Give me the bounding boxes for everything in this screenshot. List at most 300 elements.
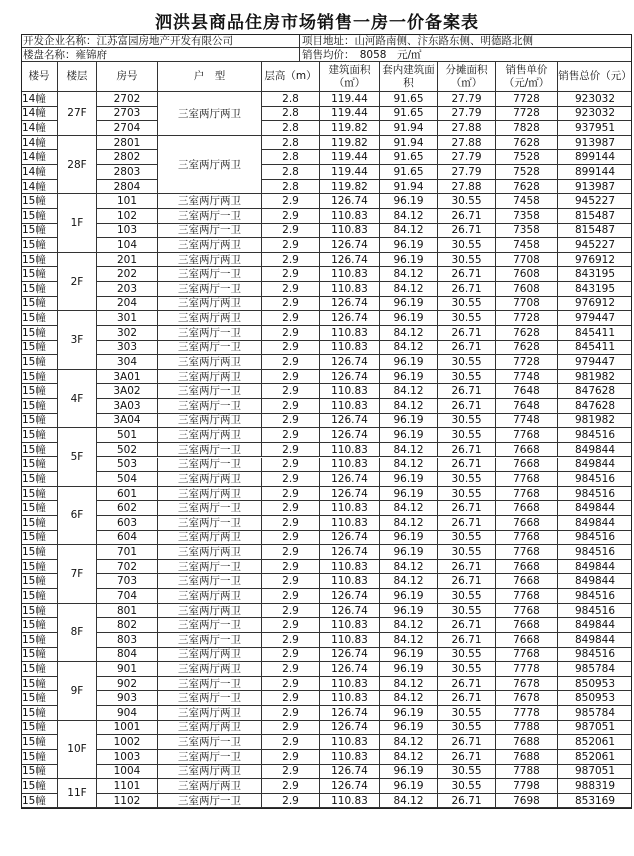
total-price-cell: 852061 (557, 735, 632, 749)
shared-area-cell: 30.55 (437, 472, 495, 486)
shared-area-cell: 26.71 (437, 267, 495, 281)
unit-price-cell: 7778 (495, 706, 557, 720)
height-cell: 2.9 (261, 516, 319, 530)
table-row (21, 384, 632, 399)
unit-price-cell: 7668 (495, 618, 557, 632)
total-price-cell: 843195 (557, 282, 632, 296)
building-cell: 15幢 (22, 589, 46, 602)
gross-area-cell: 110.83 (319, 516, 379, 530)
shared-area-cell: 26.71 (437, 750, 495, 764)
shared-area-cell: 26.71 (437, 384, 495, 398)
gross-area-cell: 110.83 (319, 384, 379, 398)
building-cell: 15幢 (22, 516, 46, 529)
unit-type-cell: 三室两厅两卫 (157, 706, 261, 720)
floor-cell: 27F (57, 92, 97, 136)
table-row (21, 282, 632, 297)
room-cell: 202 (96, 267, 157, 281)
total-price-cell: 945227 (557, 238, 632, 252)
unit-price-cell: 7458 (495, 194, 557, 208)
total-price-cell: 853169 (557, 794, 632, 808)
inner-area-cell: 91.94 (379, 121, 437, 135)
gross-area-cell: 110.83 (319, 443, 379, 457)
floor-cell: 8F (57, 604, 97, 662)
room-cell: 101 (96, 194, 157, 208)
unit-price-cell: 7768 (495, 648, 557, 662)
building-cell: 15幢 (22, 239, 46, 251)
inner-area-cell: 84.12 (379, 326, 437, 340)
room-cell: 1002 (96, 735, 157, 749)
unit-type-cell: 三室两厅一卫 (157, 633, 261, 647)
unit-price-cell: 7608 (495, 267, 557, 281)
building-cell: 15幢 (22, 721, 46, 734)
column-header: 层高（m） (261, 62, 319, 91)
gross-area-cell: 110.83 (319, 282, 379, 296)
unit-type-cell: 三室两厅两卫 (157, 662, 261, 676)
unit-price-cell: 7788 (495, 721, 557, 735)
info-left: 开发企业名称：江苏富园房地产开发有限公司 (23, 34, 233, 47)
table-row (21, 648, 632, 663)
column-header: 销售总价（元） (557, 62, 632, 91)
room-cell: 702 (96, 560, 157, 574)
table-row (21, 458, 632, 473)
unit-type-cell: 三室两厅两卫 (157, 779, 261, 793)
room-cell: 602 (96, 501, 157, 515)
room-cell: 804 (96, 648, 157, 662)
building-cell: 15幢 (22, 341, 46, 354)
unit-type-cell: 三室两厅两卫 (157, 355, 261, 369)
gross-area-cell: 119.44 (319, 107, 379, 121)
height-cell: 2.8 (261, 165, 319, 179)
gross-area-cell: 126.74 (319, 370, 379, 384)
column-header: 套内建筑面积 (379, 62, 437, 91)
height-cell: 2.8 (261, 180, 319, 194)
unit-price-cell: 7668 (495, 574, 557, 588)
total-price-cell: 815487 (557, 209, 632, 223)
total-price-cell: 849844 (557, 633, 632, 647)
unit-price-cell: 7668 (495, 501, 557, 515)
unit-type-cell: 三室两厅一卫 (157, 384, 261, 398)
total-price-cell: 815487 (557, 224, 632, 238)
inner-area-cell: 96.19 (379, 194, 437, 208)
room-cell: 1102 (96, 794, 157, 808)
unit-type-cell: 三室两厅一卫 (157, 794, 261, 808)
height-cell: 2.9 (261, 765, 319, 779)
shared-area-cell: 26.71 (437, 516, 495, 530)
inner-area-cell: 84.12 (379, 443, 437, 457)
unit-price-cell: 7608 (495, 282, 557, 296)
room-cell: 104 (96, 238, 157, 252)
room-cell: 301 (96, 311, 157, 325)
inner-area-cell: 84.12 (379, 560, 437, 574)
unit-type-cell: 三室两厅一卫 (157, 735, 261, 749)
inner-area-cell: 91.65 (379, 107, 437, 121)
total-price-cell: 984516 (557, 604, 632, 618)
shared-area-cell: 30.55 (437, 648, 495, 662)
inner-area-cell: 84.12 (379, 384, 437, 398)
inner-area-cell: 84.12 (379, 618, 437, 632)
unit-price-cell: 7668 (495, 516, 557, 530)
shared-area-cell: 30.55 (437, 238, 495, 252)
unit-type-cell: 三室两厅一卫 (157, 282, 261, 296)
building-cell: 15幢 (22, 224, 46, 237)
building-cell: 15幢 (22, 443, 46, 456)
room-cell: 902 (96, 677, 157, 691)
total-price-cell: 988319 (557, 779, 632, 793)
column-header: 分摊面积（㎡） (437, 62, 495, 91)
table-row (21, 107, 632, 122)
gross-area-cell: 126.74 (319, 428, 379, 442)
height-cell: 2.9 (261, 618, 319, 632)
unit-type-merged-cell: 三室两厅两卫 (157, 92, 262, 136)
room-cell: 501 (96, 428, 157, 442)
inner-area-cell: 96.19 (379, 355, 437, 369)
height-cell: 2.9 (261, 501, 319, 515)
height-cell: 2.9 (261, 589, 319, 603)
unit-type-cell: 三室两厅两卫 (157, 297, 261, 311)
table-row (21, 267, 632, 282)
building-cell: 15幢 (22, 502, 46, 515)
gross-area-cell: 126.74 (319, 662, 379, 676)
unit-type-cell: 三室两厅一卫 (157, 618, 261, 632)
unit-price-cell: 7748 (495, 370, 557, 384)
height-cell: 2.9 (261, 326, 319, 340)
total-price-cell: 899144 (557, 165, 632, 179)
table-row (21, 633, 632, 648)
inner-area-cell: 91.65 (379, 92, 437, 106)
building-cell: 15幢 (22, 282, 46, 295)
gross-area-cell: 126.74 (319, 779, 379, 793)
table-row (21, 560, 632, 575)
height-cell: 2.9 (261, 487, 319, 501)
room-cell: 504 (96, 472, 157, 486)
gross-area-cell: 126.74 (319, 487, 379, 501)
height-cell: 2.9 (261, 209, 319, 223)
building-cell: 14幢 (22, 122, 46, 135)
table-row (21, 677, 632, 692)
unit-price-cell: 7678 (495, 691, 557, 705)
total-price-cell: 937951 (557, 121, 632, 135)
column-header: 楼层 (57, 62, 96, 91)
total-price-cell: 845411 (557, 326, 632, 340)
room-cell: 2803 (96, 165, 157, 179)
table-row (21, 618, 632, 633)
table-row (21, 765, 632, 780)
unit-price-cell: 7788 (495, 765, 557, 779)
inner-area-cell: 84.12 (379, 209, 437, 223)
height-cell: 2.9 (261, 735, 319, 749)
gross-area-cell: 110.83 (319, 267, 379, 281)
building-cell: 15幢 (22, 297, 46, 310)
height-cell: 2.9 (261, 721, 319, 735)
inner-area-cell: 84.12 (379, 399, 437, 413)
height-cell: 2.9 (261, 297, 319, 311)
shared-area-cell: 30.55 (437, 194, 495, 208)
shared-area-cell: 26.71 (437, 691, 495, 705)
inner-area-cell: 84.12 (379, 794, 437, 808)
height-cell: 2.9 (261, 399, 319, 413)
inner-area-cell: 96.19 (379, 297, 437, 311)
room-cell: 604 (96, 531, 157, 545)
unit-type-cell: 三室两厅一卫 (157, 458, 261, 472)
sales-table (21, 34, 632, 840)
unit-type-merged-cell: 三室两厅两卫 (157, 136, 262, 194)
table-row (21, 589, 632, 604)
unit-price-cell: 7778 (495, 662, 557, 676)
info-left: 楼盘名称：雍锦府 (23, 48, 107, 61)
shared-area-cell: 30.55 (437, 765, 495, 779)
unit-price-cell: 7828 (495, 121, 557, 135)
height-cell: 2.8 (261, 150, 319, 164)
inner-area-cell: 84.12 (379, 691, 437, 705)
table-row (21, 501, 632, 516)
building-cell: 15幢 (22, 195, 46, 208)
gross-area-cell: 110.83 (319, 677, 379, 691)
table-row (21, 706, 632, 721)
unit-price-cell: 7698 (495, 794, 557, 808)
inner-area-cell: 91.94 (379, 136, 437, 150)
gross-area-cell: 126.74 (319, 194, 379, 208)
height-cell: 2.9 (261, 779, 319, 793)
unit-price-cell: 7768 (495, 589, 557, 603)
room-cell: 201 (96, 253, 157, 267)
shared-area-cell: 26.71 (437, 794, 495, 808)
total-price-cell: 847628 (557, 399, 632, 413)
unit-type-cell: 三室两厅一卫 (157, 516, 261, 530)
gross-area-cell: 110.83 (319, 574, 379, 588)
height-cell: 2.9 (261, 443, 319, 457)
shared-area-cell: 27.88 (437, 136, 495, 150)
room-cell: 1001 (96, 721, 157, 735)
shared-area-cell: 26.71 (437, 458, 495, 472)
total-price-cell: 984516 (557, 545, 632, 559)
shared-area-cell: 30.55 (437, 531, 495, 545)
shared-area-cell: 27.79 (437, 165, 495, 179)
building-cell: 14幢 (22, 151, 46, 164)
floor-cell: 4F (57, 370, 97, 428)
table-row (21, 311, 632, 326)
table-row (21, 399, 632, 414)
gross-area-cell: 126.74 (319, 648, 379, 662)
shared-area-cell: 30.55 (437, 604, 495, 618)
gross-area-cell: 126.74 (319, 545, 379, 559)
total-price-cell: 849844 (557, 501, 632, 515)
unit-price-cell: 7628 (495, 341, 557, 355)
table-row (21, 326, 632, 341)
shared-area-cell: 30.55 (437, 545, 495, 559)
building-cell: 15幢 (22, 399, 46, 412)
floor-cell: 1F (57, 194, 97, 252)
unit-type-cell: 三室两厅两卫 (157, 545, 261, 559)
shared-area-cell: 30.55 (437, 662, 495, 676)
room-cell: 1101 (96, 779, 157, 793)
unit-price-cell: 7668 (495, 560, 557, 574)
shared-area-cell: 30.55 (437, 311, 495, 325)
shared-area-cell: 26.71 (437, 677, 495, 691)
room-cell: 801 (96, 604, 157, 618)
unit-price-cell: 7798 (495, 779, 557, 793)
room-cell: 603 (96, 516, 157, 530)
info-right: 销售均价： 8058 元/㎡ (299, 48, 632, 61)
unit-type-cell: 三室两厅一卫 (157, 677, 261, 691)
unit-type-cell: 三室两厅两卫 (157, 648, 261, 662)
height-cell: 2.9 (261, 194, 319, 208)
total-price-cell: 852061 (557, 750, 632, 764)
total-price-cell: 913987 (557, 180, 632, 194)
gross-area-cell: 126.74 (319, 355, 379, 369)
unit-price-cell: 7708 (495, 297, 557, 311)
room-cell: 203 (96, 282, 157, 296)
room-cell: 903 (96, 691, 157, 705)
height-cell: 2.9 (261, 384, 319, 398)
unit-price-cell: 7458 (495, 238, 557, 252)
unit-price-cell: 7688 (495, 735, 557, 749)
table-row (21, 472, 632, 487)
floor-cell: 5F (57, 428, 97, 486)
total-price-cell: 849844 (557, 618, 632, 632)
table-row (21, 253, 632, 268)
building-cell: 15幢 (22, 209, 46, 222)
unit-type-cell: 三室两厅一卫 (157, 399, 261, 413)
height-cell: 2.9 (261, 560, 319, 574)
building-cell: 15幢 (22, 312, 46, 325)
inner-area-cell: 96.19 (379, 311, 437, 325)
total-price-cell: 849844 (557, 574, 632, 588)
inner-area-cell: 96.19 (379, 706, 437, 720)
table-row (21, 165, 632, 180)
total-price-cell: 984516 (557, 589, 632, 603)
inner-area-cell: 84.12 (379, 282, 437, 296)
building-cell: 15幢 (22, 326, 46, 339)
floor-cell: 9F (57, 662, 97, 720)
total-price-cell: 850953 (557, 677, 632, 691)
room-cell: 803 (96, 633, 157, 647)
room-cell: 802 (96, 618, 157, 632)
gross-area-cell: 126.74 (319, 604, 379, 618)
shared-area-cell: 30.55 (437, 487, 495, 501)
gross-area-cell: 119.82 (319, 180, 379, 194)
unit-price-cell: 7768 (495, 531, 557, 545)
unit-type-cell: 三室两厅一卫 (157, 443, 261, 457)
building-cell: 15幢 (22, 370, 46, 383)
total-price-cell: 984516 (557, 648, 632, 662)
total-price-cell: 981982 (557, 370, 632, 384)
table-row (21, 545, 632, 560)
table-row (21, 194, 632, 209)
inner-area-cell: 96.19 (379, 414, 437, 428)
room-cell: 102 (96, 209, 157, 223)
floor-cell: 10F (57, 721, 97, 779)
building-cell: 15幢 (22, 268, 46, 281)
unit-type-cell: 三室两厅两卫 (157, 238, 261, 252)
total-price-cell: 899144 (557, 150, 632, 164)
inner-area-cell: 84.12 (379, 224, 437, 238)
building-cell: 15幢 (22, 355, 46, 368)
inner-area-cell: 96.19 (379, 662, 437, 676)
building-cell: 15幢 (22, 487, 46, 500)
unit-price-cell: 7628 (495, 180, 557, 194)
height-cell: 2.9 (261, 604, 319, 618)
building-cell: 15幢 (22, 750, 46, 763)
table-row (21, 604, 632, 619)
gross-area-cell: 110.83 (319, 341, 379, 355)
column-header: 建筑面积（㎡） (319, 62, 379, 91)
shared-area-cell: 30.55 (437, 589, 495, 603)
unit-type-cell: 三室两厅一卫 (157, 224, 261, 238)
shared-area-cell: 26.71 (437, 443, 495, 457)
height-cell: 2.8 (261, 121, 319, 135)
unit-price-cell: 7668 (495, 458, 557, 472)
building-cell: 15幢 (22, 575, 46, 588)
inner-area-cell: 96.19 (379, 531, 437, 545)
inner-area-cell: 84.12 (379, 516, 437, 530)
unit-price-cell: 7728 (495, 92, 557, 106)
unit-price-cell: 7688 (495, 750, 557, 764)
shared-area-cell: 26.71 (437, 399, 495, 413)
room-cell: 3A03 (96, 399, 157, 413)
room-cell: 502 (96, 443, 157, 457)
unit-type-cell: 三室两厅一卫 (157, 326, 261, 340)
floor-cell: 11F (57, 779, 97, 808)
room-cell: 103 (96, 224, 157, 238)
total-price-cell: 945227 (557, 194, 632, 208)
room-cell: 704 (96, 589, 157, 603)
unit-type-cell: 三室两厅一卫 (157, 691, 261, 705)
gross-area-cell: 119.82 (319, 136, 379, 150)
building-cell: 14幢 (22, 165, 46, 178)
shared-area-cell: 26.71 (437, 735, 495, 749)
shared-area-cell: 26.71 (437, 618, 495, 632)
inner-area-cell: 96.19 (379, 589, 437, 603)
inner-area-cell: 96.19 (379, 604, 437, 618)
room-cell: 204 (96, 297, 157, 311)
height-cell: 2.9 (261, 750, 319, 764)
height-cell: 2.9 (261, 531, 319, 545)
info-row-project (21, 48, 632, 62)
unit-type-cell: 三室两厅两卫 (157, 370, 261, 384)
height-cell: 2.9 (261, 691, 319, 705)
column-header: 房号 (96, 62, 157, 91)
unit-type-cell: 三室两厅两卫 (157, 311, 261, 325)
inner-area-cell: 84.12 (379, 341, 437, 355)
building-cell: 15幢 (22, 633, 46, 646)
room-cell: 904 (96, 706, 157, 720)
room-cell: 2704 (96, 121, 157, 135)
height-cell: 2.9 (261, 794, 319, 808)
table-row (21, 150, 632, 165)
building-cell: 15幢 (22, 414, 46, 427)
table-row (21, 735, 632, 750)
height-cell: 2.9 (261, 370, 319, 384)
total-price-cell: 847628 (557, 384, 632, 398)
info-row-developer (21, 34, 632, 48)
gross-area-cell: 119.44 (319, 165, 379, 179)
column-header: 楼号 (28, 70, 50, 82)
gross-area-cell: 126.74 (319, 721, 379, 735)
height-cell: 2.9 (261, 648, 319, 662)
room-cell: 3A02 (96, 384, 157, 398)
unit-price-cell: 7358 (495, 224, 557, 238)
gross-area-cell: 126.74 (319, 531, 379, 545)
gross-area-cell: 126.74 (319, 706, 379, 720)
building-cell: 15幢 (22, 604, 46, 617)
height-cell: 2.9 (261, 282, 319, 296)
inner-area-cell: 96.19 (379, 253, 437, 267)
room-cell: 703 (96, 574, 157, 588)
inner-area-cell: 84.12 (379, 735, 437, 749)
building-cell: 15幢 (22, 662, 46, 675)
table-row (21, 121, 632, 136)
unit-type-cell: 三室两厅两卫 (157, 604, 261, 618)
